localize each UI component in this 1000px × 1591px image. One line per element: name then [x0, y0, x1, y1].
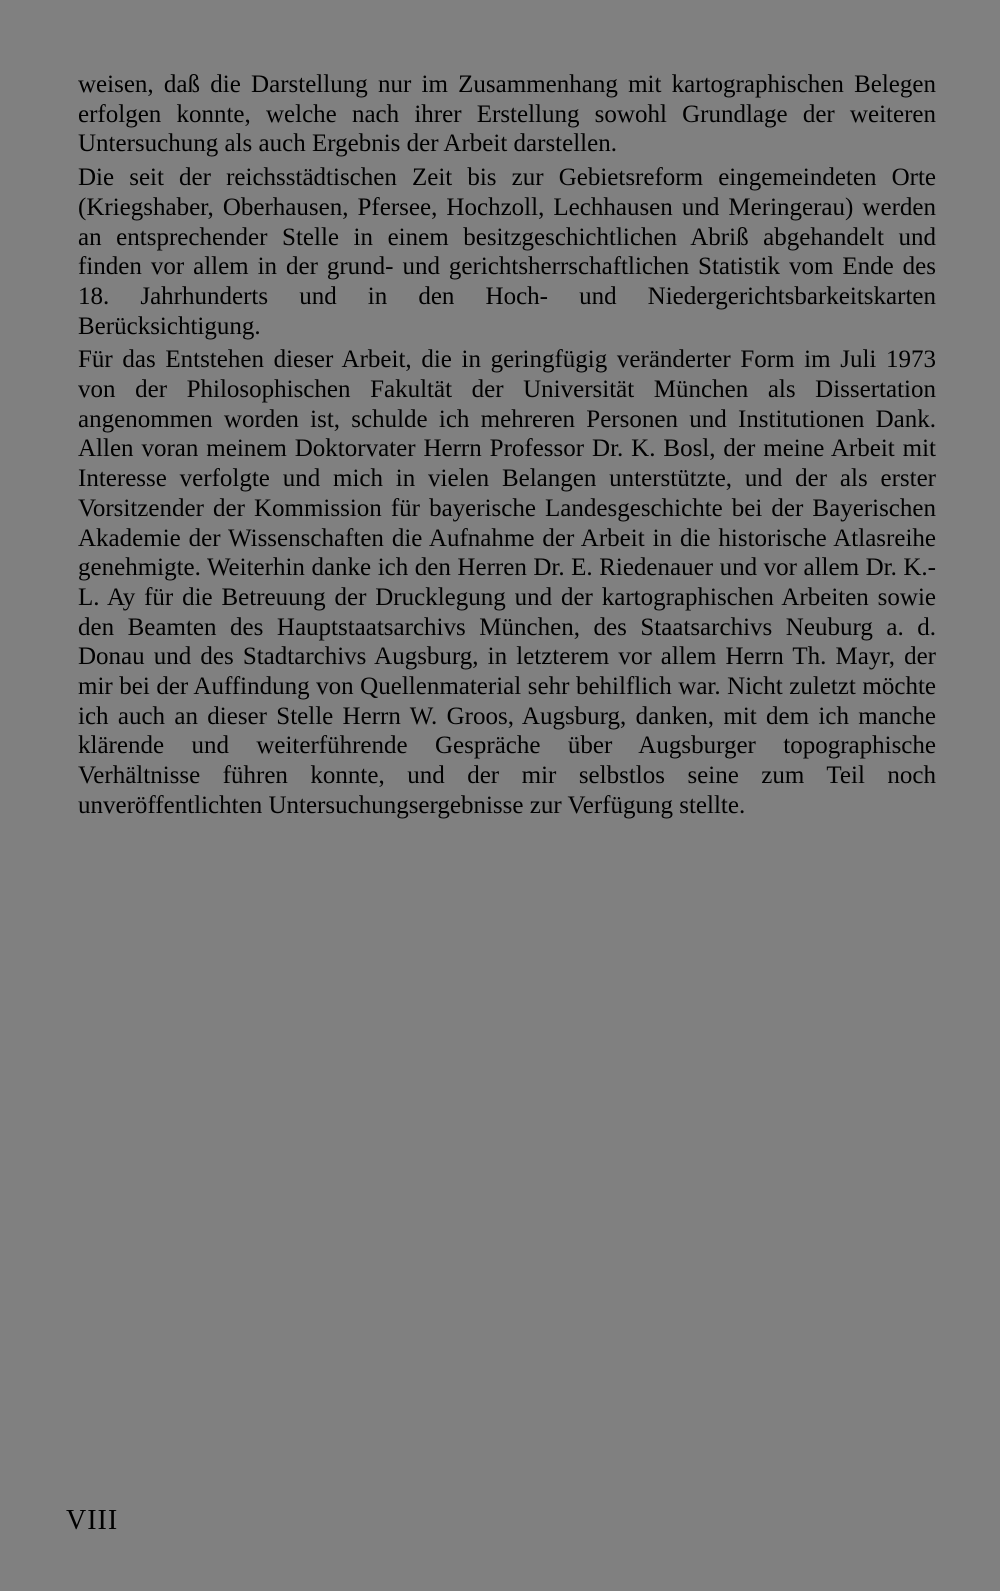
paragraph-1: weisen, daß die Darstellung nur im Zusammenhang mit kartographischen Belegen erfolgen konnte, welche nach ihrer Erstellung sowohl Grundlage der weiteren Untersuchung als auch Ergebnis der Arbeit darstellen.	[78, 71, 936, 158]
paragraph-3: Für das Entstehen dieser Arbeit, die in geringfügig veränderter Form im Juli 1973 von der Philosophischen Fakultät der Universität München als Dissertation angenommen worden ist, schulde ich mehreren Personen und Institutionen Dank. Allen voran meinem Doktorvater Herrn Professor Dr. K. Bosl, der meine Arbeit mit Interesse verfolgte und mich in vielen Belangen unterstützte, und der als erster Vorsitzender der Kommission für bayerische Landesgeschichte bei der Bayerischen Akademie der Wissenschaften die Aufnahme der Arbeit in die historische Atlasreihe genehmigte. Weiterhin danke ich den Herren Dr. E. Riedenauer und vor allem Dr. K.-L. Ay für die Betreuung der Drucklegung und der kartographischen Arbeiten sowie den Beamten des Hauptstaatsarchivs München, des Staatsarchivs Neuburg a. d. Donau und des Stadtarchivs Augsburg, in letzterem vor allem Herrn Th. Mayr, der mir bei der Auffindung von Quellenmaterial sehr behilflich war. Nicht zuletzt möchte ich auch an dieser Stelle Herrn W. Groos, Augsburg, danken, mit dem ich manche klärende und weiterführende Gespräche über Augsburger topographische Verhältnisse führen konnte, und der mir selbstlos seine zum Teil noch unveröffentlichten Untersuchungsergebnisse zur Verfügung stellte.	[78, 346, 936, 819]
page-body	[78, 70, 936, 825]
page-number: VIII	[66, 1505, 119, 1536]
paragraph-2: Die seit der reichsstädtischen Zeit bis zur Gebietsreform eingemeindeten Orte (Kriegshaber, Oberhausen, Pfersee, Hochzoll, Lechhausen und Meringerau) werden an entsprechender Stelle in einem besitzgeschichtlichen Abriß abgehandelt und finden vor allem in der grund- und gerichtsherrschaftlichen Statistik vom Ende des 18. Jahrhunderts und in den Hoch- und Niedergerichtsbarkeitskarten Berücksichtigung.	[78, 164, 936, 340]
